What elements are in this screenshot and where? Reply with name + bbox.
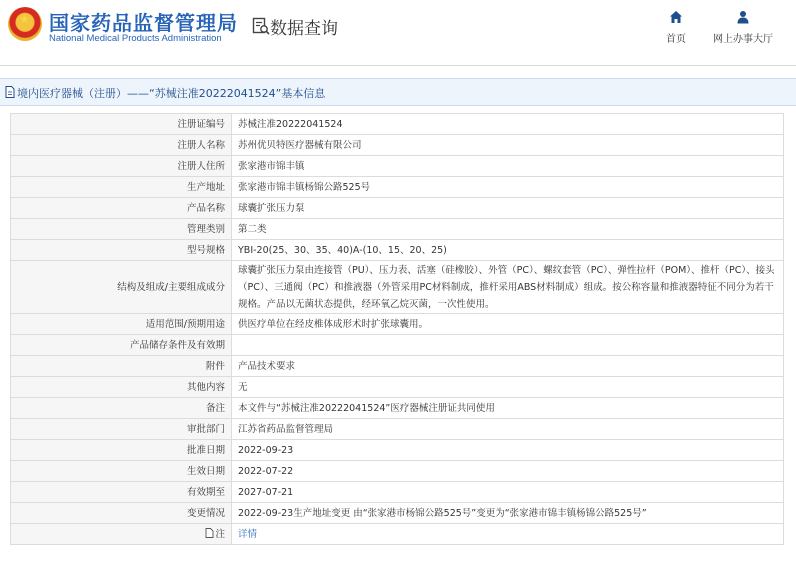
site-header xyxy=(0,0,796,58)
field-label: 注 xyxy=(215,528,225,540)
emblem-star-icon: ★ xyxy=(19,12,30,26)
field-label: 结构及组成/主要组成成分 xyxy=(11,261,232,314)
field-value: 产品技术要求 xyxy=(232,356,784,377)
nav-online-service-hall[interactable] xyxy=(708,10,778,45)
field-label: 管理类别 xyxy=(11,219,232,240)
table-row xyxy=(11,135,784,156)
note-icon xyxy=(205,528,214,538)
field-value: 供医疗单位在经皮椎体成形术时扩张球囊用。 xyxy=(232,314,784,335)
table-row xyxy=(11,419,784,440)
field-value: 2027-07-21 xyxy=(232,482,784,503)
table-row xyxy=(11,503,784,524)
field-value xyxy=(232,524,784,545)
field-label: 产品名称 xyxy=(11,198,232,219)
table-row xyxy=(11,240,784,261)
field-label: 变更情况 xyxy=(11,503,232,524)
table-row xyxy=(11,198,784,219)
field-value: 球囊扩张压力泵 xyxy=(232,198,784,219)
document-icon xyxy=(5,86,15,98)
field-label: 适用范围/预期用途 xyxy=(11,314,232,335)
data-query-icon xyxy=(252,17,270,35)
table-row xyxy=(11,177,784,198)
table-row xyxy=(11,524,784,545)
header-divider xyxy=(0,65,796,66)
field-label: 产品储存条件及有效期 xyxy=(11,335,232,356)
table-row xyxy=(11,156,784,177)
table-row xyxy=(11,219,784,240)
table-row xyxy=(11,377,784,398)
user-icon xyxy=(736,10,750,24)
field-value xyxy=(232,335,784,356)
nav-home[interactable] xyxy=(661,10,691,45)
field-value: 张家港市锦丰镇 xyxy=(232,156,784,177)
table-row xyxy=(11,356,784,377)
table-row xyxy=(11,314,784,335)
field-value: 本文件与“苏械注准20222041524”医疗器械注册证共同使用 xyxy=(232,398,784,419)
field-label: 注册证编号 xyxy=(11,114,232,135)
nav-online-service-hall-label: 网上办事大厅 xyxy=(713,34,773,45)
field-label: 备注 xyxy=(11,398,232,419)
org-name-cn: 国家药品监督管理局 xyxy=(49,11,238,35)
registration-info-table xyxy=(10,113,784,545)
field-label: 注册人名称 xyxy=(11,135,232,156)
field-value: YBI-20(25、30、35、40)A-(10、15、20、25) xyxy=(232,240,784,261)
field-label: 有效期至 xyxy=(11,482,232,503)
table-row xyxy=(11,398,784,419)
field-label: 附件 xyxy=(11,356,232,377)
org-name-en: National Medical Products Administration xyxy=(49,33,222,44)
table-row xyxy=(11,114,784,135)
table-row xyxy=(11,335,784,356)
field-value: 2022-07-22 xyxy=(232,461,784,482)
field-label: 生产地址 xyxy=(11,177,232,198)
field-label: 生效日期 xyxy=(11,461,232,482)
field-value: 张家港市锦丰镇杨锦公路525号 xyxy=(232,177,784,198)
table-row xyxy=(11,482,784,503)
field-label: 其他内容 xyxy=(11,377,232,398)
note-label-cell xyxy=(11,524,232,545)
details-link[interactable]: 详情 xyxy=(238,528,258,540)
field-label: 注册人住所 xyxy=(11,156,232,177)
page-title: 数据查询 xyxy=(270,19,338,39)
home-icon xyxy=(669,10,683,24)
nav-home-label: 首页 xyxy=(666,34,686,45)
national-emblem-logo xyxy=(8,7,42,41)
table-row xyxy=(11,440,784,461)
field-label: 审批部门 xyxy=(11,419,232,440)
record-title: 境内医疗器械（注册）——“苏械注准20222041524”基本信息 xyxy=(17,87,326,100)
field-value: 无 xyxy=(232,377,784,398)
field-value: 2022-09-23生产地址变更 由“张家港市杨锦公路525号”变更为“张家港市锦丰镇杨锦公路525号” xyxy=(232,503,784,524)
table-row xyxy=(11,461,784,482)
field-label: 批准日期 xyxy=(11,440,232,461)
table-row xyxy=(11,261,784,314)
field-label: 型号规格 xyxy=(11,240,232,261)
field-value: 苏械注准20222041524 xyxy=(232,114,784,135)
field-value: 2022-09-23 xyxy=(232,440,784,461)
field-value: 第二类 xyxy=(232,219,784,240)
field-value: 江苏省药品监督管理局 xyxy=(232,419,784,440)
record-title-bar xyxy=(0,78,796,106)
field-value: 苏州优贝特医疗器械有限公司 xyxy=(232,135,784,156)
field-value: 球囊扩张压力泵由连接管（PU）、压力表、活塞（硅橡胶）、外管（PC）、螺纹套管（PC）、弹性拉杆（POM）、推杆（PC）、接头（PC）、三通阀（PC）和推液器（外管采用PC材料制成，推杆采用ABS材料制成）组成。按公称容量和推液器特征不同分为若干规格。产品以无菌状态提供，经环氧乙烷灭菌，一次性使用。 xyxy=(232,261,784,314)
